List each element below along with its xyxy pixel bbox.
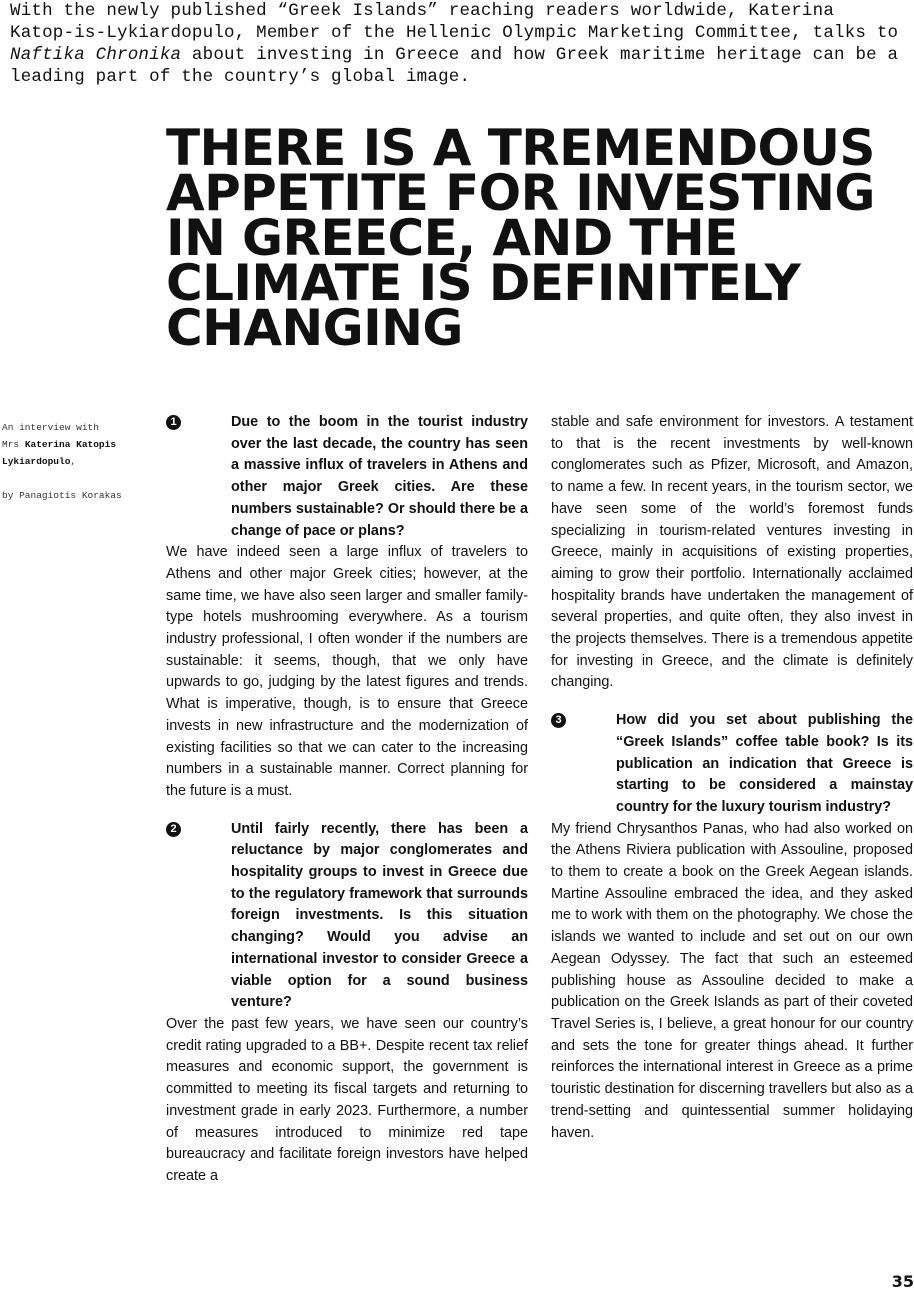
byline-intro: An interview with [2,422,99,433]
byline-spacer [2,470,132,487]
column-right [551,412,913,1144]
question-3-text: How did you set about publishing the “Greek Islands” coffee table book? Is its publication an indication that Greece is starting to be considered a mainstay country for the luxury tourism industry? [616,712,913,815]
question-2-text: Until fairly recently, there has been a reluctance by major conglomerates and hospitality groups to invest in Greece due to the regulatory framework that surrounds foreign investments. Is this situation changing? Would you advise an international investor to consider Greece a viable option for a sound business venture? [231,820,528,1011]
question-2 [166,819,528,1014]
byline-author: by Panagiotis Korakas [2,490,122,501]
answer-2-part-1: Over the past few years, we have seen our country’s credit rating upgraded to a BB+. Despite recent tax relief measures and economic support, the government is committed to meeting its fiscal targets and returning to investment grade in early 2023. Furthermore, a number of measures introduced to minimize red tape bureaucracy and facilitate foreign investors have helped create a [166,1015,528,1184]
byline-suffix: , [70,456,77,467]
question-3 [551,710,913,819]
interviewee-name: Katerina Katopis Lykiardopulo [2,439,117,467]
section-spacer [166,803,528,819]
intro-text-after: about investing in Greece and how Greek maritime heritage can be a leading part of the country’s global image. [10,45,899,87]
question-number-badge: 3 [551,713,566,728]
page-number: 35 [891,1272,914,1291]
question-1 [166,412,528,542]
question-number-badge: 2 [166,822,181,837]
question-1-text: Due to the boom in the tourist industry over the last decade, the country has seen a massive influx of travelers in Athens and other major Greek cities. Are these numbers sustainable? Or should there be a change of pace or plans? [231,414,528,539]
answer-3: My friend Chrysanthos Panas, who had also worked on the Athens Riviera publication with Assouline, proposed to them to create a book on the Greek Aegean islands. Martine Assouline embraced the idea, and they asked me to work with them on the photography. We chose the islands we wanted to include and set out on our own Aegean Odyssey. The fact that such an esteemed publishing house as Assouline decided to make a publication on the Greek Islands as part of their coveted Travel Series is, I believe, a great honour for our country and sets the tone for greater things ahead. It further reinforces the international interest in Greece as a prime touristic destination for discerning travellers but also as a trend-setting and quintessential summer holidaying haven. [551,820,913,1141]
byline-interviewee-line [2,436,132,470]
answer-1: We have indeed seen a large influx of travelers to Athens and other major Greek cities; however, at the same time, we have also seen larger and smaller family-type hotels mushrooming everywhere. As a tourism industry professional, I often wonder if the numbers are sustainable: it seems, though, that we only have upwards to go, judging by the latest figures and trends. What is imperative, though, is to ensure that Greece invests in new infrastructure and the modernization of existing facilities so that we can cater to the increasing numbers in a sustainable manner. Correct planning for the future is a must. [166,544,528,799]
question-number-badge: 1 [166,415,181,430]
publication-name: Naftika Chronika [10,45,182,65]
section-spacer [551,694,913,710]
byline [2,419,132,504]
intro-text-before: With the newly published “Greek Islands” reaching readers worldwide, Katerina Katop-is-Lykiardopulo, Member of the Hellenic Olympic Marketing Committee, talks to [10,1,899,43]
answer-2-part-2: stable and safe environment for investors. A testament to that is the recent investments by well-known conglomerates such as Pfizer, Microsoft, and Amazon, to name a few. In recent years, in the tourism sector, we have seen some of the world’s foremost funds specializing in tourism-related ventures investing in Greece, mainly in acquisitions of existing properties, aiming to grow their portfolio. Internationally acclaimed hospitality brands have undertaken the management of several properties, and quite often, they also invest in the projects themselves. There is a tremendous appetite for investing in Greece, and the climate is definitely changing. [551,414,913,691]
intro-paragraph [10,0,905,88]
column-left [166,412,528,1188]
byline-prefix: Mrs [2,439,25,450]
article-headline: THERE IS A TREMENDOUS APPETITE FOR INVESTING IN GREECE, AND THE CLIMATE IS DEFINITELY CHANGING [166,119,875,357]
